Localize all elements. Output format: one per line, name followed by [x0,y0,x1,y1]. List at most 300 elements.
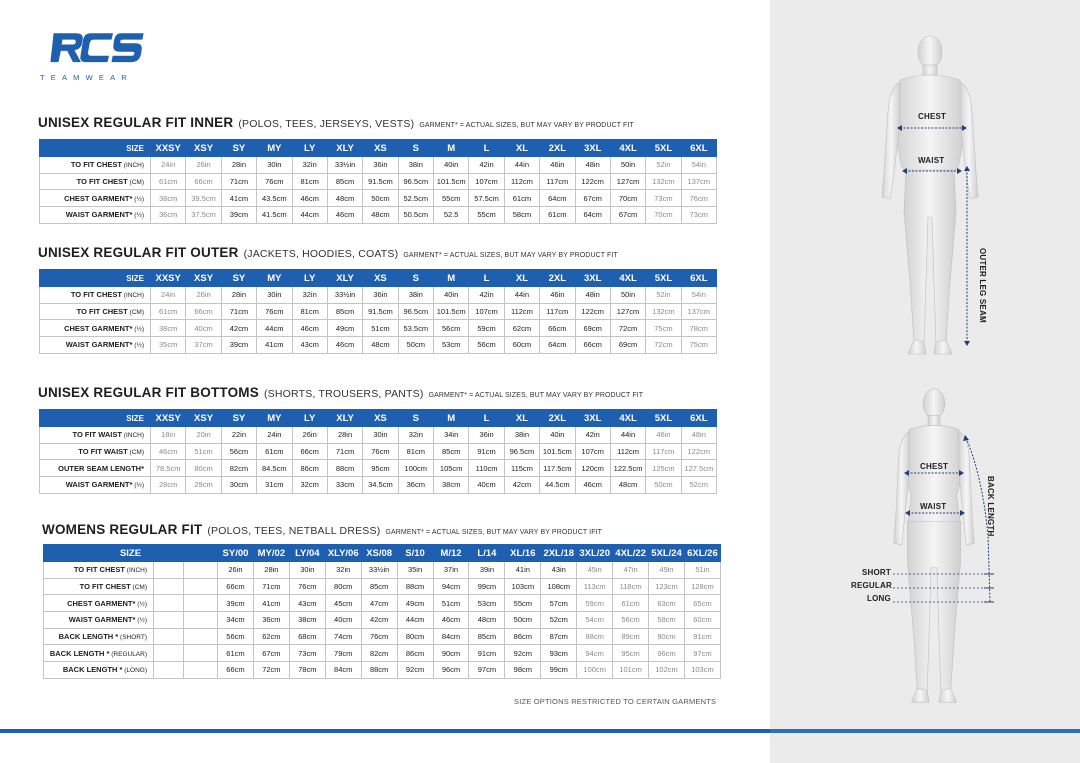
size-value-cell: 127cm [610,303,645,320]
size-value-cell: 46cm [327,337,362,354]
size-value-cell: 76cm [289,578,325,595]
size-value-cell: 30in [257,157,292,174]
empty-cell [184,628,218,645]
size-value-cell: 70cm [610,190,645,207]
size-value-cell: 56cm [469,337,504,354]
size-value-cell: 85cm [327,303,362,320]
row-unit: (LONG) [122,667,147,675]
size-value-cell: 44cm [397,612,433,629]
size-value-cell: 38cm [289,612,325,629]
size-column-header: 5XL/24 [649,545,685,562]
section-inner-title [38,115,634,130]
size-value-cell: 101.5cm [540,443,575,460]
size-value-cell: 31cm [257,477,292,494]
size-value-cell: 88cm [361,662,397,679]
size-value-cell: 38in [398,157,433,174]
size-value-cell: 90cm [649,628,685,645]
size-value-cell: 37cm [186,337,221,354]
size-value-cell: 33½in [327,157,362,174]
size-value-cell: 96.5cm [398,303,433,320]
size-value-cell: 55cm [434,190,469,207]
size-value-cell: 52.5cm [398,190,433,207]
row-label [40,320,151,337]
size-value-cell: 72cm [646,337,681,354]
size-column-header: XL/16 [505,545,541,562]
male-outer-leg-label: OUTER LEG SEAM [978,248,987,323]
size-value-cell: 42in [469,157,504,174]
section-outer-subtitle: (JACKETS, HOODIES, COATS) [243,248,399,260]
size-column-header: XSY [186,140,221,157]
table-row [44,578,721,595]
size-value-cell: 66cm [292,443,327,460]
size-value-cell: 36cm [151,207,186,224]
table-row [40,190,717,207]
size-column-header: XSY [186,270,221,287]
row-label [44,628,154,645]
size-value-cell: 46cm [151,443,186,460]
size-value-cell: 56cm [221,443,256,460]
size-value-cell: 50cm [646,477,681,494]
empty-cell [184,578,218,595]
size-value-cell: 38cm [151,190,186,207]
size-value-cell: 44in [610,427,645,444]
size-value-cell: 107cm [469,173,504,190]
womens-size-table [43,544,721,679]
size-value-cell: 96cm [433,662,469,679]
empty-cell [184,662,218,679]
size-value-cell: 72cm [253,662,289,679]
size-value-cell: 39cm [218,595,254,612]
row-label-text: CHEST GARMENT* [67,598,136,608]
size-value-cell: 28in [221,157,256,174]
size-value-cell: 64cm [540,190,575,207]
row-label [40,303,151,320]
size-column-header: SY [221,140,256,157]
size-column-header: MY [257,270,292,287]
size-column-header: 6XL [681,140,716,157]
size-value-cell: 86cm [292,460,327,477]
size-value-cell: 86cm [505,628,541,645]
size-value-cell: 65cm [684,595,720,612]
size-column-header: LY [292,270,327,287]
size-value-cell: 94cm [433,578,469,595]
size-value-cell: 40cm [186,320,221,337]
size-value-cell: 84.5cm [257,460,292,477]
row-unit: (CM) [127,179,144,187]
size-value-cell: 59cm [577,595,613,612]
size-value-cell: 66cm [186,303,221,320]
row-label-text: WAIST GARMENT* [65,210,133,220]
row-unit: (½) [132,482,144,490]
size-value-cell: 33cm [327,477,362,494]
size-column-header: 4XL [610,410,645,427]
size-value-cell: 54cm [577,612,613,629]
size-value-cell: 103cm [505,578,541,595]
size-value-cell: 79cm [325,645,361,662]
row-label [44,578,154,595]
size-value-cell: 132cm [646,173,681,190]
row-unit: (½) [132,195,144,203]
logo-tagline: TEAMWEAR [40,73,133,82]
size-value-cell: 112cm [504,173,539,190]
row-label [40,460,151,477]
size-value-cell: 40in [434,157,469,174]
size-header: SIZE [40,410,151,427]
length-guides [893,570,993,606]
size-value-cell: 61cm [218,645,254,662]
size-value-cell: 71cm [327,443,362,460]
size-value-cell: 73cm [646,190,681,207]
size-value-cell: 96.5cm [504,443,539,460]
table-row [40,337,717,354]
size-column-header: M/12 [433,545,469,562]
size-value-cell: 92cm [397,662,433,679]
row-label [44,612,154,629]
row-unit: (CM) [127,449,144,457]
size-value-cell: 44in [504,287,539,304]
size-value-cell: 39cm [221,207,256,224]
size-value-cell: 42cm [361,612,397,629]
size-value-cell: 46in [540,157,575,174]
row-label [44,645,154,662]
size-value-cell: 74cm [325,628,361,645]
size-value-cell: 101.5cm [434,173,469,190]
table-row [40,157,717,174]
size-value-cell: 35cm [151,337,186,354]
row-label-text: TO FIT CHEST [73,565,125,575]
size-value-cell: 91.5cm [363,173,398,190]
row-label [40,337,151,354]
size-value-cell: 51in [684,562,720,579]
size-value-cell: 68cm [289,628,325,645]
size-value-cell: 30cm [221,477,256,494]
size-column-header: LY [292,410,327,427]
size-column-header: 3XL [575,410,610,427]
size-value-cell: 49in [649,562,685,579]
section-inner-subtitle: (POLOS, TEES, JERSEYS, VESTS) [238,118,415,130]
size-column-header: 2XL [540,410,575,427]
size-value-cell: 39.5cm [186,190,221,207]
size-value-cell: 49cm [327,320,362,337]
size-value-cell: 32in [292,287,327,304]
size-value-cell: 94cm [577,645,613,662]
size-column-header: XSY [186,410,221,427]
size-value-cell: 107cm [575,443,610,460]
section-womens-note: GARMENT* = ACTUAL SIZES, BUT MAY VARY BY PRODUCT IFIT [385,529,603,536]
size-value-cell: 62cm [504,320,539,337]
size-value-cell: 34cm [218,612,254,629]
row-unit: (INCH) [121,432,144,440]
size-value-cell: 32in [325,562,361,579]
size-value-cell: 38cm [434,477,469,494]
size-value-cell: 71cm [221,173,256,190]
size-value-cell: 101.5cm [434,303,469,320]
size-value-cell: 67cm [610,207,645,224]
table-header-row [40,410,717,427]
size-value-cell: 108cm [541,578,577,595]
table-header-row [40,270,717,287]
size-value-cell: 48cm [327,190,362,207]
size-value-cell: 48cm [363,337,398,354]
size-column-header: LY [292,140,327,157]
size-value-cell: 46in [646,427,681,444]
size-value-cell: 20in [186,427,221,444]
table-row [44,612,721,629]
size-column-header: XLY [327,410,362,427]
size-column-header: 3XL [575,140,610,157]
size-column-header: MY/02 [253,545,289,562]
table-row [44,562,721,579]
size-column-header: 6XL [681,270,716,287]
row-unit: (½) [132,212,144,220]
size-column-header: XS [363,140,398,157]
bottoms-size-table [39,409,717,494]
size-value-cell: 73cm [681,207,716,224]
male-mannequin [870,30,990,364]
row-label [40,157,151,174]
male-chest-arrow [897,123,967,133]
size-value-cell: 81cm [398,443,433,460]
size-column-header: S [398,140,433,157]
size-value-cell: 53.5cm [398,320,433,337]
size-value-cell: 50cm [505,612,541,629]
empty-cell [154,578,184,595]
row-label-text: OUTER SEAM LENGTH* [58,463,144,473]
size-value-cell: 46cm [292,190,327,207]
size-value-cell: 102cm [649,662,685,679]
size-value-cell: 87cm [541,628,577,645]
size-value-cell: 123cm [649,578,685,595]
row-label-text: WAIST GARMENT* [65,480,133,490]
size-value-cell: 41cm [257,337,292,354]
size-value-cell: 81cm [292,173,327,190]
size-column-header: MY [257,140,292,157]
size-value-cell: 48cm [610,477,645,494]
table-row [40,303,717,320]
table-row [44,645,721,662]
size-value-cell: 66cm [575,337,610,354]
table-row [40,207,717,224]
size-value-cell: 52cm [681,477,716,494]
row-unit: (SHORT) [118,634,147,642]
section-womens-title [42,522,602,537]
size-value-cell: 39in [469,562,505,579]
size-value-cell: 75cm [646,320,681,337]
size-header: SIZE [44,545,218,562]
size-value-cell: 46cm [433,612,469,629]
empty-cell [154,595,184,612]
size-value-cell: 50cm [398,337,433,354]
size-column-header: 6XL/26 [684,545,720,562]
size-value-cell: 38in [504,427,539,444]
size-value-cell: 99cm [469,578,505,595]
size-value-cell: 54in [681,287,716,304]
size-value-cell: 30in [363,427,398,444]
row-unit: (INCH) [124,567,147,575]
size-column-header: 3XL/20 [577,545,613,562]
male-chest-label: CHEST [918,112,947,121]
row-label [40,477,151,494]
size-value-cell: 28in [327,427,362,444]
size-value-cell: 101cm [613,662,649,679]
row-label [40,207,151,224]
size-value-cell: 76cm [361,628,397,645]
size-value-cell: 36in [469,427,504,444]
size-column-header: XL [504,140,539,157]
size-value-cell: 54in [681,157,716,174]
table-row [40,287,717,304]
size-value-cell: 28in [221,287,256,304]
size-value-cell: 75cm [681,337,716,354]
size-value-cell: 36in [363,287,398,304]
size-value-cell: 71cm [221,303,256,320]
section-bottoms-subtitle: (SHORTS, TROUSERS, PANTS) [263,388,424,400]
size-column-header: L [469,410,504,427]
size-value-cell: 125cm [646,460,681,477]
size-value-cell: 32cm [292,477,327,494]
size-value-cell: 52in [646,157,681,174]
size-value-cell: 58cm [649,612,685,629]
size-value-cell: 36in [363,157,398,174]
size-column-header: L [469,270,504,287]
size-value-cell: 61cm [504,190,539,207]
size-value-cell: 41in [505,562,541,579]
size-value-cell: 69cm [575,320,610,337]
outer-size-table [39,269,717,354]
table-row [40,427,717,444]
size-value-cell: 96.5cm [398,173,433,190]
footer-bar-right [770,729,1080,733]
size-value-cell: 40in [434,287,469,304]
regular-label: REGULAR [851,581,892,590]
size-value-cell: 32in [292,157,327,174]
size-value-cell: 85cm [361,578,397,595]
female-back-length-label: BACK LENGTH [986,476,995,537]
short-label: SHORT [862,568,891,577]
size-value-cell: 132cm [646,303,681,320]
size-value-cell: 36cm [398,477,433,494]
row-label [40,427,151,444]
empty-cell [184,612,218,629]
row-label [44,662,154,679]
size-value-cell: 66cm [218,578,254,595]
size-value-cell: 60cm [504,337,539,354]
female-chest-label: CHEST [920,462,949,471]
size-column-header: XLY/06 [325,545,361,562]
size-value-cell: 78cm [289,662,325,679]
size-value-cell: 120cm [575,460,610,477]
size-value-cell: 113cm [577,578,613,595]
size-value-cell: 76cm [257,303,292,320]
size-value-cell: 105cm [434,460,469,477]
size-value-cell: 78.5cm [151,460,186,477]
section-womens-subtitle: (POLOS, TEES, NETBALL DRESS) [207,525,381,537]
size-value-cell: 35in [397,562,433,579]
size-value-cell: 46cm [327,207,362,224]
size-value-cell: 24in [257,427,292,444]
section-womens-heading: WOMENS REGULAR FIT [42,522,203,537]
size-value-cell: 51cm [186,443,221,460]
size-column-header: XS/08 [361,545,397,562]
row-unit: (½) [132,342,144,350]
female-waist-label: WAIST [920,502,947,511]
size-column-header: 2XL/18 [541,545,577,562]
size-value-cell: 81cm [292,303,327,320]
row-unit: (REGULAR) [109,650,147,658]
size-value-cell: 37.5cm [186,207,221,224]
size-value-cell: 137cm [681,303,716,320]
section-bottoms-title [38,385,643,400]
size-value-cell: 44.5cm [540,477,575,494]
size-value-cell: 42in [469,287,504,304]
size-value-cell: 127cm [610,173,645,190]
row-label-text: TO FIT CHEST [70,290,122,300]
size-value-cell: 64cm [575,207,610,224]
size-value-cell: 117cm [540,173,575,190]
size-value-cell: 73cm [289,645,325,662]
size-value-cell: 42cm [504,477,539,494]
size-column-header: L/14 [469,545,505,562]
size-value-cell: 47cm [361,595,397,612]
size-value-cell: 57.5cm [469,190,504,207]
empty-cell [154,645,184,662]
row-label [40,287,151,304]
size-value-cell: 55cm [469,207,504,224]
footnote: SIZE OPTIONS RESTRICTED TO CERTAIN GARMENTS [514,697,717,706]
row-unit: (INCH) [121,162,144,170]
size-column-header: 2XL [540,270,575,287]
size-value-cell: 45in [577,562,613,579]
size-value-cell: 29cm [186,477,221,494]
size-value-cell: 107cm [469,303,504,320]
size-value-cell: 52cm [541,612,577,629]
size-value-cell: 57cm [541,595,577,612]
row-unit: (½) [135,617,147,625]
size-column-header: XS [363,410,398,427]
table-row [40,443,717,460]
row-label-text: TO FIT WAIST [78,447,128,457]
size-column-header: XLY [327,270,362,287]
size-value-cell: 53cm [434,337,469,354]
table-header-row [40,140,717,157]
size-value-cell: 97cm [684,645,720,662]
row-unit: (CM) [127,309,144,317]
section-outer-title [38,245,618,260]
size-value-cell: 88cm [577,628,613,645]
size-value-cell: 42in [575,427,610,444]
row-label-text: WAIST GARMENT* [68,615,136,625]
size-value-cell: 36cm [253,612,289,629]
size-value-cell: 100cm [398,460,433,477]
section-inner-note: GARMENT* = ACTUAL SIZES, BUT MAY VARY BY PRODUCT FIT [419,122,634,129]
size-column-header: S [398,410,433,427]
size-value-cell: 60cm [684,612,720,629]
size-value-cell: 41.5cm [257,207,292,224]
size-value-cell: 95cm [363,460,398,477]
size-value-cell: 50cm [363,190,398,207]
row-unit: (CM) [130,584,147,592]
size-value-cell: 42cm [221,320,256,337]
size-column-header: XS [363,270,398,287]
empty-cell [154,612,184,629]
size-value-cell: 52.5 [434,207,469,224]
row-label [44,562,154,579]
row-label [40,190,151,207]
size-value-cell: 117cm [646,443,681,460]
size-value-cell: 66cm [218,662,254,679]
size-value-cell: 115cm [504,460,539,477]
size-value-cell: 127.5cm [681,460,716,477]
